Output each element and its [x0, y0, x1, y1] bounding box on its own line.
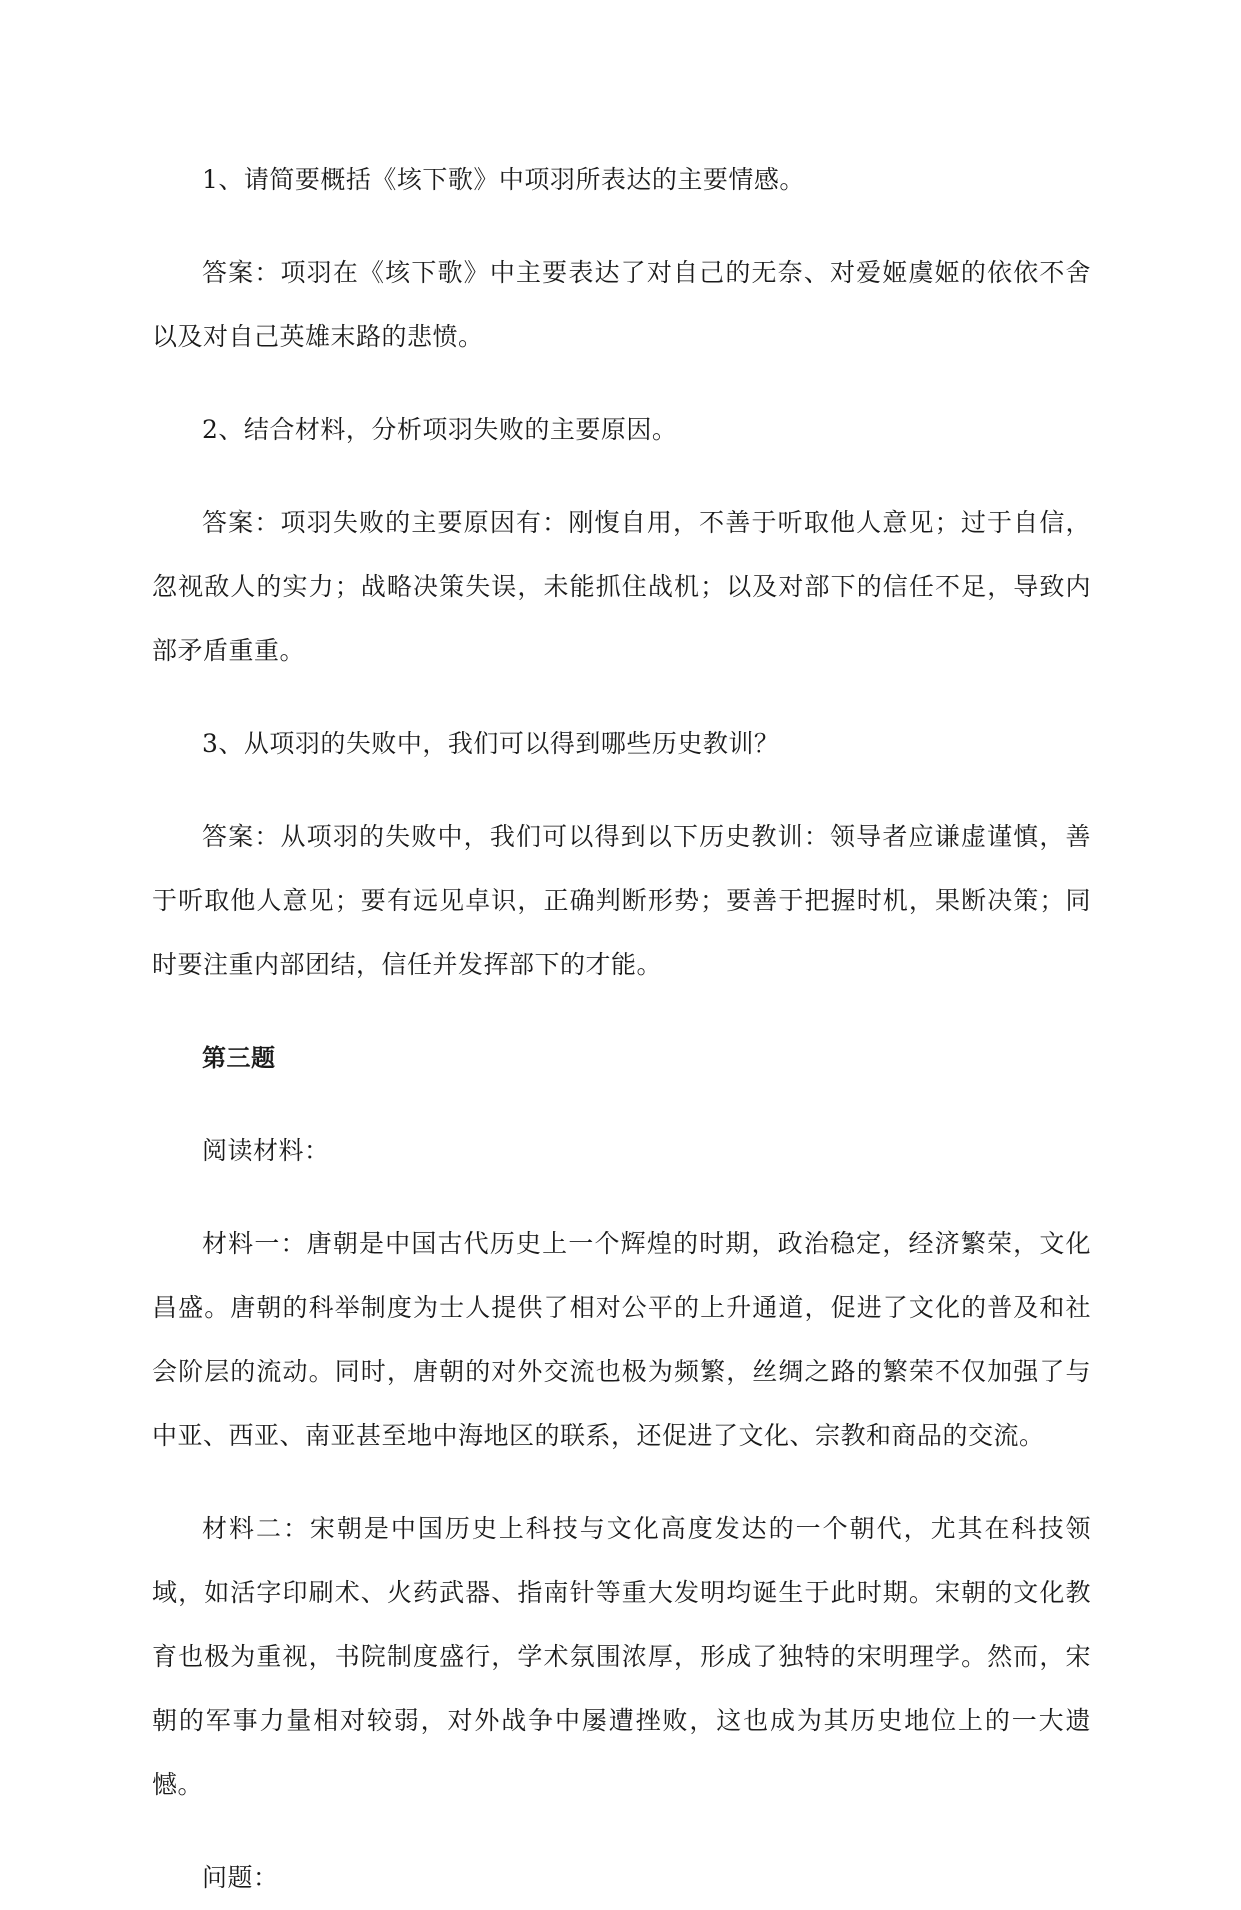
answer-3: 答案：从项羽的失败中，我们可以得到以下历史教训：领导者应谦虚谨慎，善于听取他人意见；要有远见卓识，正确判断形势；要善于把握时机，果断决策；同时要注重内部团结，信任并发挥部下的才能。: [152, 822, 1091, 979]
material-one: 材料一：唐朝是中国古代历史上一个辉煌的时期，政治稳定，经济繁荣，文化昌盛。唐朝的科举制度为士人提供了相对公平的上升通道，促进了文化的普及和社会阶层的流动。同时，唐朝的对外交流也极为频繁，丝绸之路的繁荣不仅加强了与中亚、西亚、南亚甚至地中海地区的联系，还促进了文化、宗教和商品的交流。: [152, 1229, 1091, 1450]
answer-2: 答案：项羽失败的主要原因有：刚愎自用，不善于听取他人意见；过于自信，忽视敌人的实力；战略决策失误，未能抓住战机；以及对部下的信任不足，导致内部矛盾重重。: [152, 508, 1091, 665]
question-2: 2、结合材料，分析项羽失败的主要原因。: [202, 415, 678, 444]
question-1: 1、请简要概括《垓下歌》中项羽所表达的主要情感。: [202, 165, 805, 194]
question-3: 3、从项羽的失败中，我们可以得到哪些历史教训？: [202, 729, 780, 758]
section-heading: 第三题: [202, 1044, 276, 1072]
reading-material-label: 阅读材料：: [202, 1136, 330, 1165]
material-two: 材料二：宋朝是中国历史上科技与文化高度发达的一个朝代，尤其在科技领域，如活字印刷术、火药武器、指南针等重大发明均诞生于此时期。宋朝的文化教育也极为重视，书院制度盛行，学术氛围浓厚，形成了独特的宋明理学。然而，宋朝的军事力量相对较弱，对外战争中屡遭挫败，这也成为其历史地位上的一大遗憾。: [152, 1514, 1091, 1799]
answer-1: 答案：项羽在《垓下歌》中主要表达了对自己的无奈、对爱姬虞姬的依依不舍以及对自己英雄末路的悲愤。: [152, 258, 1091, 351]
questions-label: 问题：: [202, 1863, 279, 1892]
